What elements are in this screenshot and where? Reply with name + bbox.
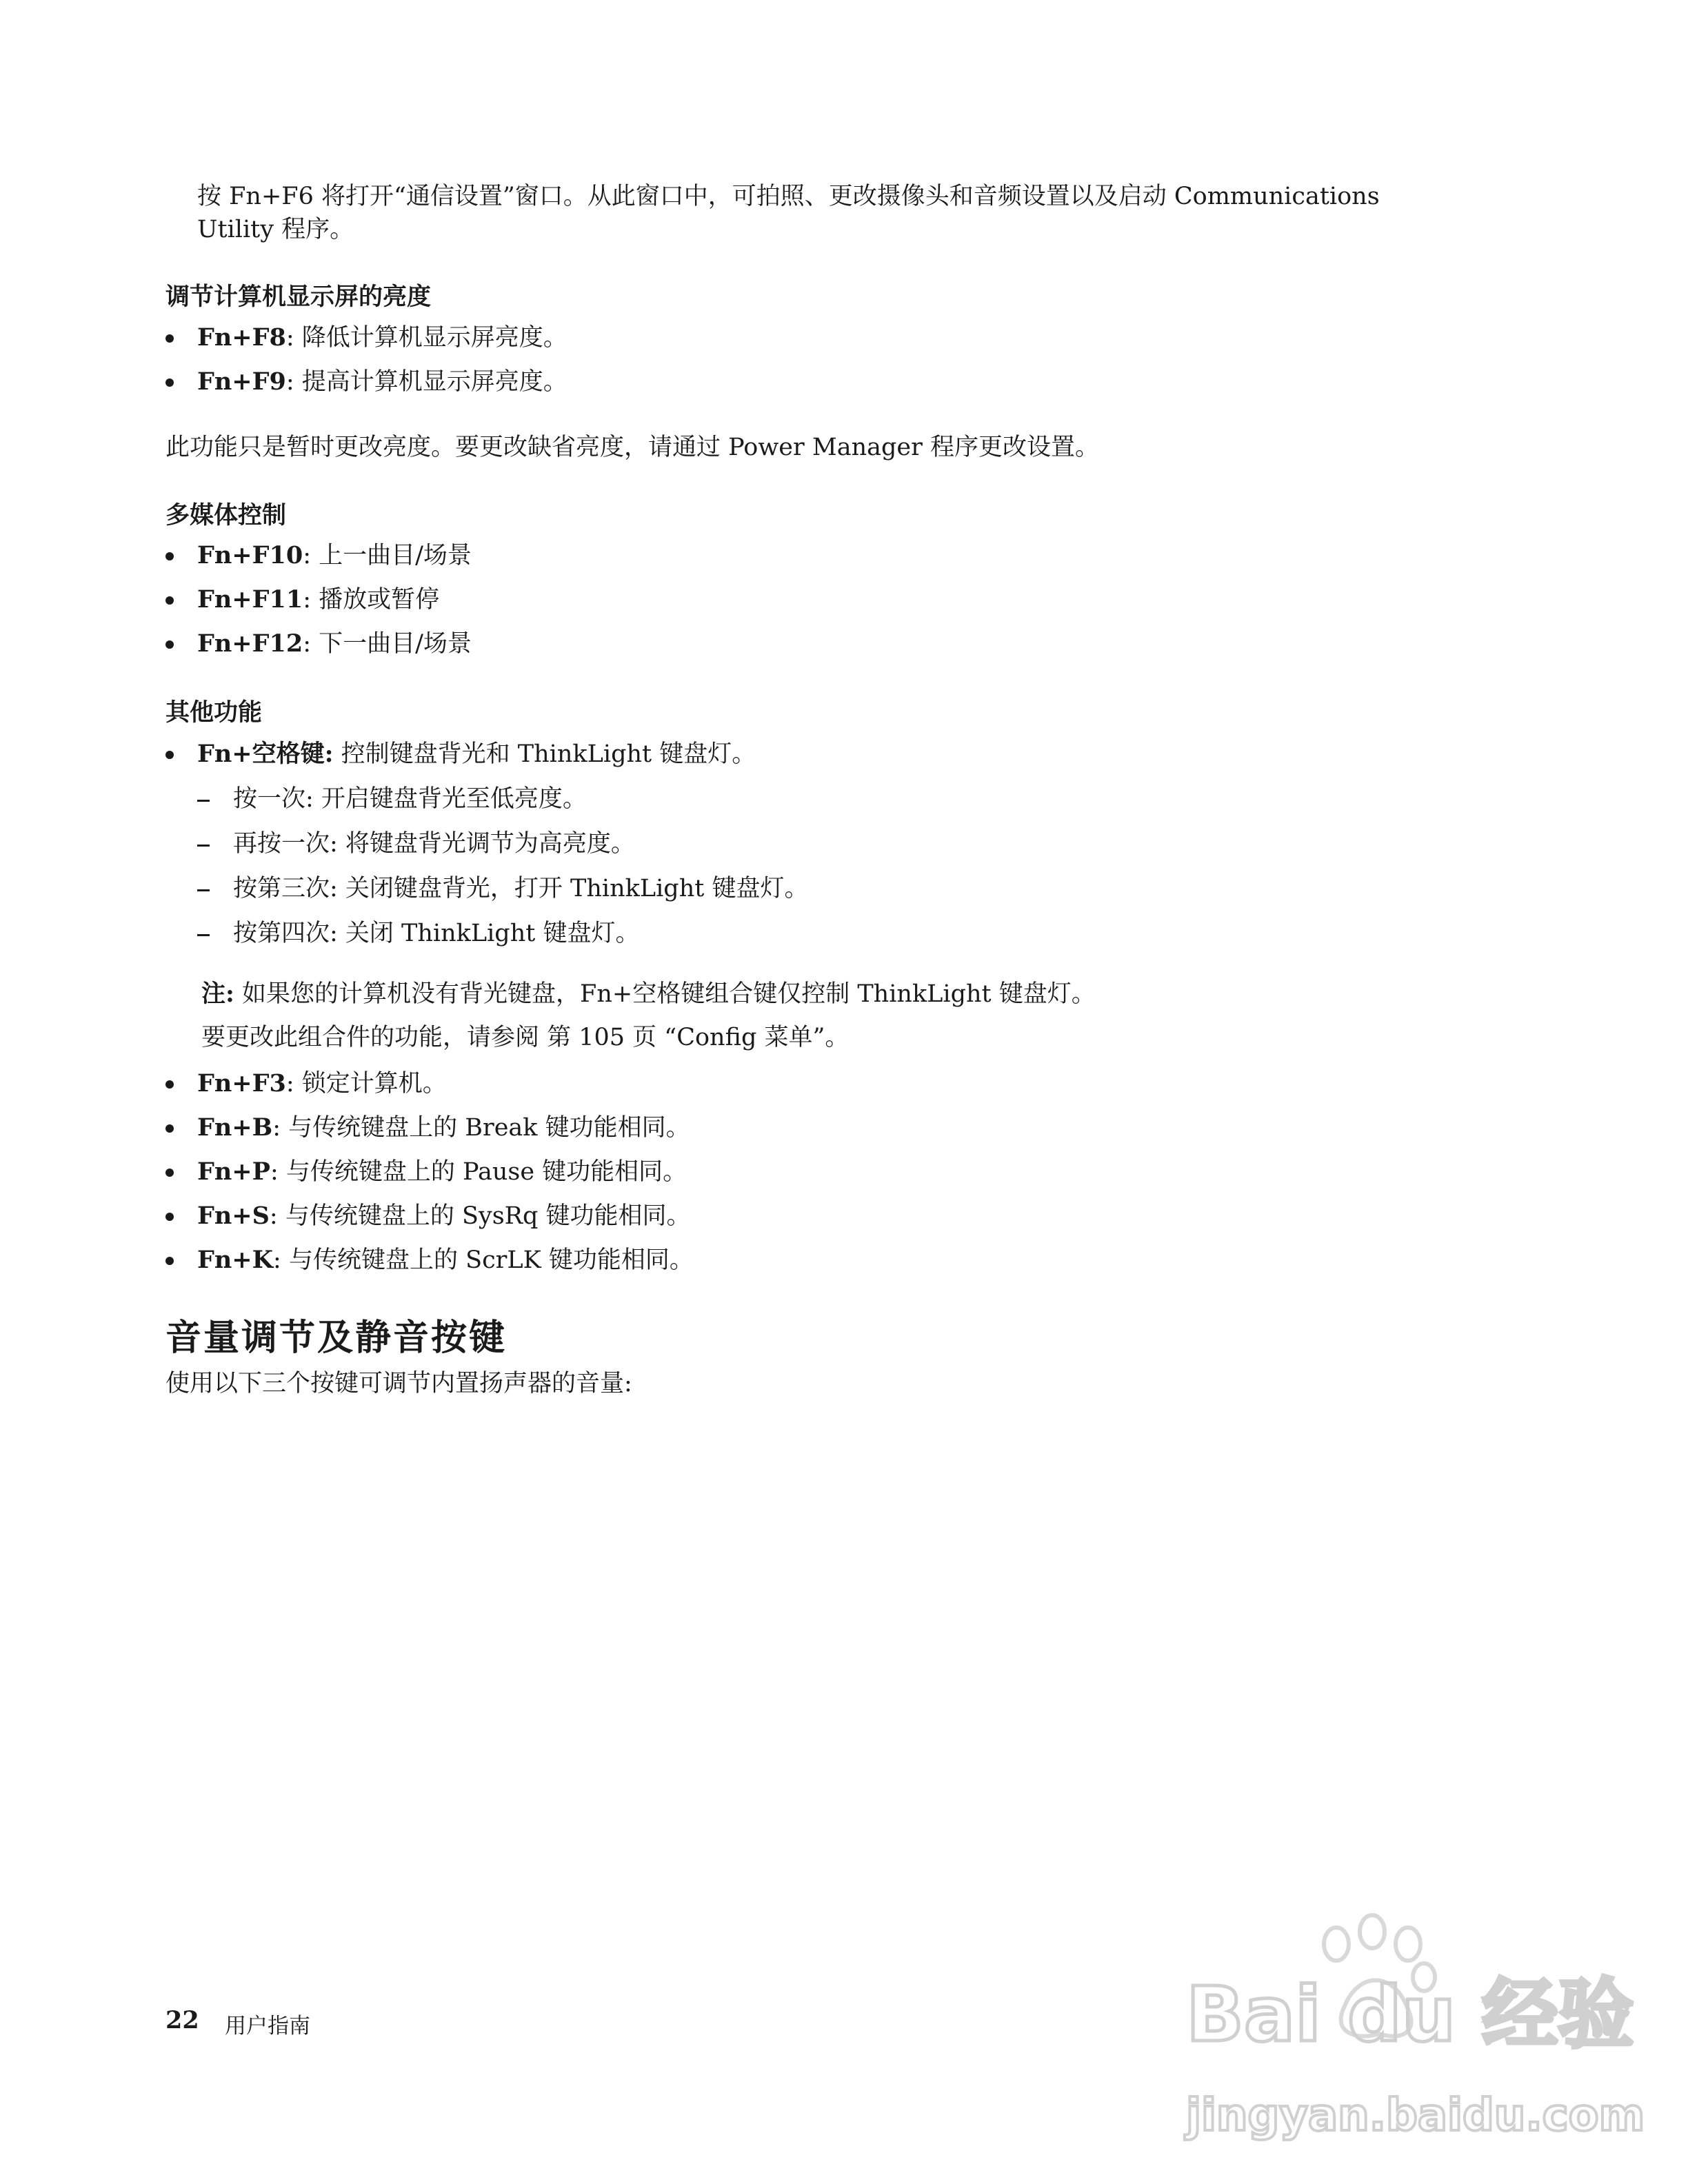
shortcut-key: Fn+P	[197, 1157, 270, 1186]
shortcut-key: Fn+F8	[197, 323, 286, 352]
shortcut-desc: : 与传统键盘上的 ScrLK 键功能相同。	[273, 1246, 694, 1274]
other-heading: 其他功能	[165, 699, 263, 727]
shortcut-key: Fn+K	[197, 1246, 274, 1274]
dash-icon	[197, 934, 210, 936]
watermark-brand: Bai du 经验	[1186, 1970, 1634, 2059]
shortcut-desc: : 与传统键盘上的 Pause 键功能相同。	[270, 1158, 687, 1186]
bullet-icon	[165, 1213, 174, 1221]
sub-item-text: 按第三次: 关闭键盘背光，打开 ThinkLight 键盘灯。	[233, 875, 809, 902]
bullet-icon	[165, 334, 174, 343]
sub-item-text: 按一次: 开启键盘背光至低亮度。	[233, 785, 587, 813]
note-label: 注:	[201, 980, 234, 1008]
watermark-url: jingyan.baidu.com	[1186, 2090, 1645, 2141]
shortcut-desc: : 上一曲目/场景	[303, 542, 472, 569]
brightness-heading: 调节计算机显示屏的亮度	[165, 283, 432, 311]
intro-line-2: Utility 程序。	[197, 216, 354, 243]
bullet-icon	[165, 552, 174, 560]
shortcut-desc: : 与传统键盘上的 SysRq 键功能相同。	[269, 1202, 691, 1230]
shortcut-desc: : 提高计算机显示屏亮度。	[285, 368, 567, 396]
shortcut-desc: : 与传统键盘上的 Break 键功能相同。	[272, 1114, 690, 1142]
intro-line-1: 按 Fn+F6 将打开“通信设置”窗口。从此窗口中，可拍照、更改摄像头和音频设置以及启动 Communications	[197, 183, 1380, 210]
note	[201, 982, 1096, 1007]
note-line-2: 要更改此组合件的功能，请参阅 第 105 页 “Config 菜单”。	[201, 1024, 850, 1051]
note-text: 如果您的计算机没有背光键盘，Fn+空格键组合键仅控制 ThinkLight 键盘灯。	[234, 980, 1096, 1008]
volume-heading: 音量调节及静音按键	[165, 1317, 508, 1359]
baidu-watermark-logo	[1172, 1903, 1645, 2178]
bullet-icon	[165, 1124, 174, 1133]
multimedia-heading: 多媒体控制	[165, 502, 287, 529]
shortcut-key: Fn+F3	[197, 1069, 286, 1098]
sub-item-text: 再按一次: 将键盘背光调节为高亮度。	[233, 830, 635, 858]
shortcut-key: Fn+F11	[197, 585, 303, 614]
bullet-icon	[165, 596, 174, 605]
dash-icon	[197, 845, 210, 847]
shortcut-desc: 控制键盘背光和 ThinkLight 键盘灯。	[333, 740, 756, 768]
bullet-icon	[165, 1257, 174, 1265]
shortcut-key: Fn+S	[197, 1202, 270, 1230]
bullet-icon	[165, 1080, 174, 1089]
bullet-icon	[165, 1169, 174, 1177]
page-number: 22	[165, 2006, 199, 2034]
shortcut-key: Fn+F10	[197, 541, 303, 569]
bullet-icon	[165, 640, 174, 649]
shortcut-key: Fn+空格键:	[197, 740, 334, 768]
shortcut-key: Fn+B	[197, 1113, 273, 1142]
bullet-icon	[165, 378, 174, 387]
brightness-note: 此功能只是暂时更改亮度。要更改缺省亮度，请通过 Power Manager 程序更改设置。	[165, 434, 1099, 461]
shortcut-desc: : 下一曲目/场景	[303, 630, 472, 658]
dash-icon	[197, 800, 210, 802]
shortcut-desc: : 播放或暂停	[303, 586, 440, 614]
volume-text: 使用以下三个按键可调节内置扬声器的音量:	[165, 1370, 632, 1397]
footer-title: 用户指南	[225, 2014, 310, 2039]
shortcut-desc: : 降低计算机显示屏亮度。	[285, 324, 567, 352]
shortcut-key: Fn+F9	[197, 367, 286, 396]
bullet-icon	[165, 751, 174, 759]
dash-icon	[197, 889, 210, 891]
shortcut-key: Fn+F12	[197, 629, 303, 658]
shortcut-desc: : 锁定计算机。	[285, 1070, 447, 1098]
sub-item-text: 按第四次: 关闭 ThinkLight 键盘灯。	[233, 920, 640, 947]
